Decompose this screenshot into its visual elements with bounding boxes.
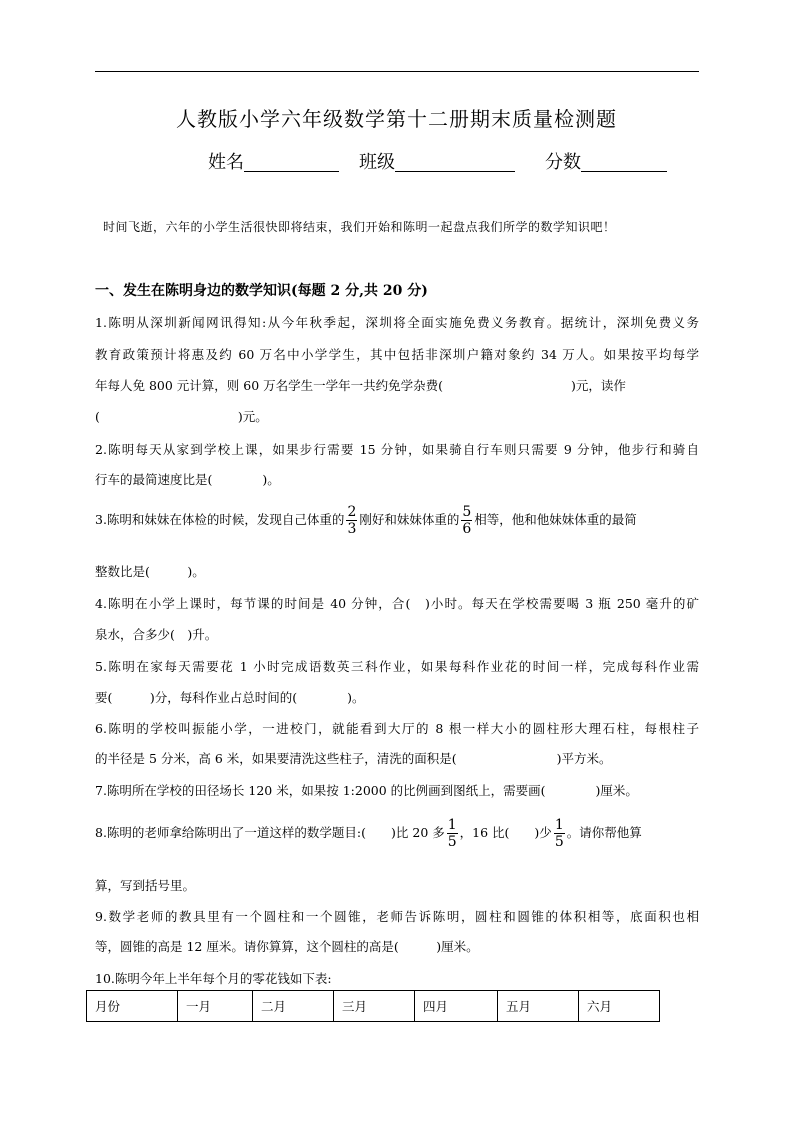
class-label: 班级 bbox=[359, 152, 395, 173]
allowance-table bbox=[86, 990, 660, 1022]
table-cell-apr: 四月 bbox=[415, 991, 498, 1022]
q8-fraction-1 bbox=[447, 817, 458, 850]
name-blank[interactable] bbox=[244, 153, 339, 172]
q3-fraction-2-denominator: 6 bbox=[462, 521, 472, 537]
q6-line-2: 的半径是 5 分米，高 6 米，如果要清洗这些柱子，清洗的面积是( )平方米。 bbox=[95, 751, 612, 766]
page-title: 人教版小学六年级数学第十二册期末质量检测题 bbox=[176, 107, 617, 131]
q4-line-2: 泉水，合多少( )升。 bbox=[95, 627, 218, 642]
q2-line-1: 2.陈明每天从家到学校上课，如果步行需要 15 分钟，如果骑自行车则只需要 9 分钟，他步行和骑自 bbox=[95, 442, 699, 457]
section-1-heading: 一、发生在陈明身边的数学知识(每题 2 分,共 20 分) bbox=[95, 283, 428, 299]
q8-text-a: 8.陈明的老师拿给陈明出了一道这样的数学题目:( )比 20 多 bbox=[95, 825, 445, 840]
q8-text-b: ，16 比( )少 bbox=[459, 825, 552, 840]
q1-line-4-suffix: )元。 bbox=[237, 409, 268, 424]
q1-line-1: 1.陈明从深圳新闻网讯得知:从今年秋季起，深圳将全面实施免费义务教育。据统计，深圳免费义务 bbox=[95, 315, 699, 330]
q3-text-a: 3.陈明和妹妹在体检的时候，发现自己体重的 bbox=[95, 512, 345, 527]
score-label: 分数 bbox=[545, 152, 581, 173]
q8-fraction-1-denominator: 5 bbox=[447, 834, 457, 850]
q3-fraction-1-denominator: 3 bbox=[347, 521, 357, 537]
q4-line-1: 4.陈明在小学上课时，每节课的时间是 40 分钟，合( )小时。每天在学校需要喝 3 瓶 250 毫升的矿 bbox=[95, 596, 699, 611]
q1-line-4 bbox=[95, 407, 268, 425]
q10-line: 10.陈明今年上半年每个月的零花钱如下表: bbox=[95, 971, 332, 986]
q8-fraction-2 bbox=[554, 817, 565, 850]
q7-line: 7.陈明所在学校的田径场长 120 米，如果按 1:2000 的比例画到图纸上，需要画( )厘米。 bbox=[95, 783, 638, 798]
q8-line-2: 算，写到括号里。 bbox=[95, 878, 196, 893]
q8-fraction-2-numerator: 1 bbox=[554, 817, 564, 833]
q1-line-3-text: 年每人免 800 元计算，则 60 万名学生一学年一共约免学杂费( bbox=[95, 378, 444, 393]
q1-line-3-suffix: )元，读作 bbox=[571, 378, 626, 393]
q8-text-c: 。请你帮他算 bbox=[566, 825, 642, 840]
table-cell-mar: 三月 bbox=[334, 991, 415, 1022]
q8-line-1 bbox=[95, 817, 642, 850]
q9-line-1: 9.数学老师的教具里有一个圆柱和一个圆锥，老师告诉陈明，圆柱和圆锥的体积相等，底面积也相 bbox=[95, 909, 699, 924]
header-rule bbox=[95, 71, 699, 72]
q5-line-2: 要( )分，每科作业占总时间的( )。 bbox=[95, 690, 365, 705]
q3-line-1 bbox=[95, 504, 637, 537]
q3-fraction-1-numerator: 2 bbox=[347, 504, 357, 520]
intro-text: 时间飞逝，六年的小学生活很快即将结束，我们开始和陈明一起盘点我们所学的数学知识吧！ bbox=[103, 220, 616, 234]
q9-line-2: 等，圆锥的高是 12 厘米。请你算算，这个圆柱的高是( )厘米。 bbox=[95, 939, 479, 954]
q3-line-2: 整数比是( )。 bbox=[95, 564, 205, 579]
table-cell-jan: 一月 bbox=[178, 991, 253, 1022]
table-cell-feb: 二月 bbox=[253, 991, 334, 1022]
q1-line-4-open: ( bbox=[95, 409, 100, 424]
q3-fraction-2-numerator: 5 bbox=[462, 504, 472, 520]
score-blank[interactable] bbox=[581, 153, 667, 172]
q3-text-c: 相等，他和他妹妹体重的最简 bbox=[474, 512, 637, 527]
q1-line-2: 教育政策预计将惠及约 60 万名中小学学生，其中包括非深圳户籍对象约 34 万人。如果按平均每学 bbox=[95, 347, 699, 362]
name-label: 姓名 bbox=[208, 152, 244, 173]
q1-line-3 bbox=[95, 376, 626, 394]
q3-text-b: 刚好和妹妹体重的 bbox=[359, 512, 460, 527]
table-cell-jun: 六月 bbox=[579, 991, 660, 1022]
q3-fraction-1 bbox=[346, 504, 357, 537]
q3-fraction-2 bbox=[461, 504, 472, 537]
q5-line-1: 5.陈明在家每天需要花 1 小时完成语数英三科作业，如果每科作业花的时间一样，完成每科作业需 bbox=[95, 659, 699, 674]
table-header-month: 月份 bbox=[87, 991, 178, 1022]
table-row bbox=[87, 991, 660, 1022]
q6-line-1: 6.陈明的学校叫振能小学，一进校门，就能看到大厅的 8 根一样大小的圆柱形大理石柱，每根柱子 bbox=[95, 721, 699, 736]
table-cell-may: 五月 bbox=[498, 991, 579, 1022]
student-info-fields bbox=[208, 148, 667, 174]
class-blank[interactable] bbox=[395, 153, 515, 172]
q8-fraction-1-numerator: 1 bbox=[447, 817, 457, 833]
q8-fraction-2-denominator: 5 bbox=[554, 834, 564, 850]
q2-line-2: 行车的最简速度比是( )。 bbox=[95, 472, 280, 487]
